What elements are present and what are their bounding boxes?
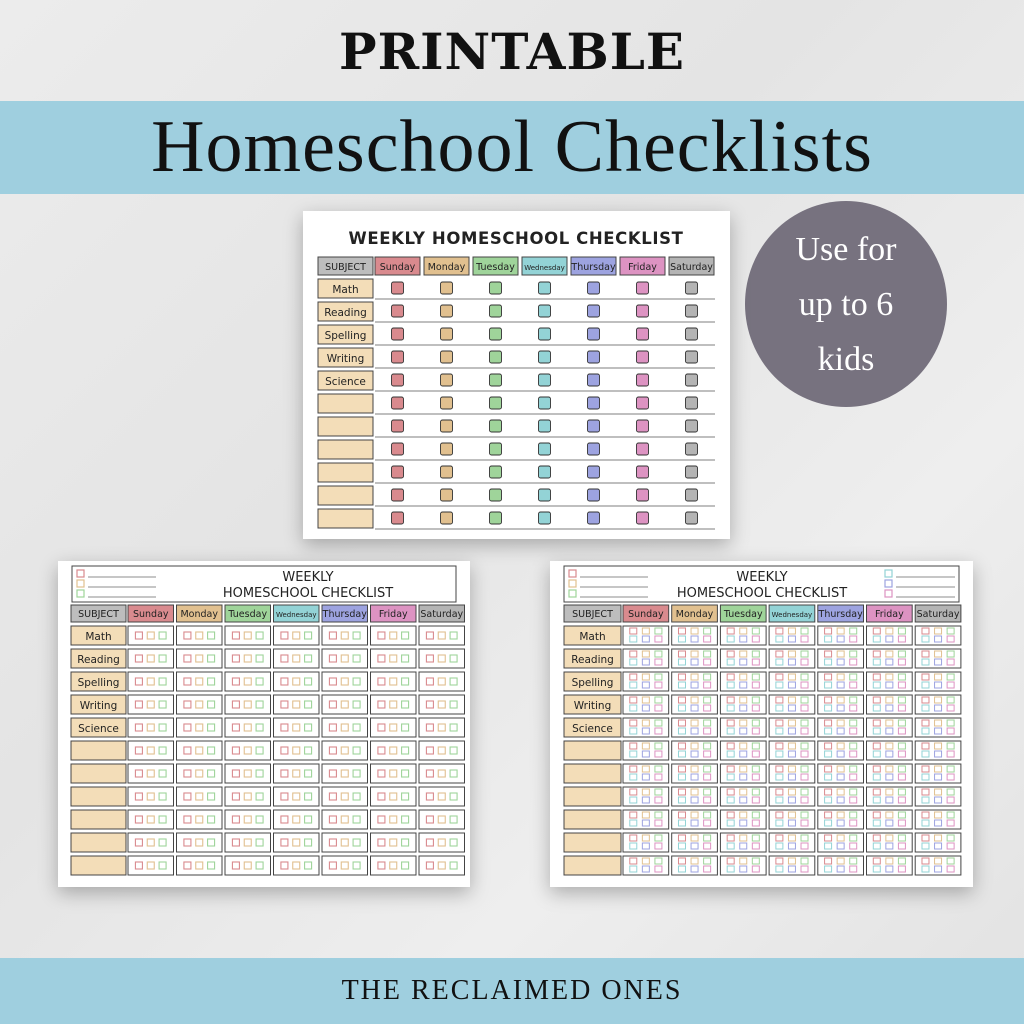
sheet3-kid-checkbox bbox=[569, 580, 576, 587]
sheet2-day-cell bbox=[371, 741, 417, 760]
sheet1-checkbox bbox=[441, 489, 453, 501]
sheet3-title-line1: WEEKLY bbox=[736, 570, 788, 585]
sheet2-day-cell bbox=[419, 695, 465, 714]
sheet2-day-cell bbox=[128, 810, 174, 829]
sheet2-subject-cell bbox=[71, 810, 126, 829]
sheet1-checkbox bbox=[441, 466, 453, 478]
sheet2-day-cell bbox=[322, 718, 368, 737]
sheet2-day-cell bbox=[419, 649, 465, 668]
sheet2-day-label: Monday bbox=[180, 609, 219, 620]
sheet2-day-cell bbox=[274, 649, 320, 668]
sheet2-day-label: Thursday bbox=[322, 609, 367, 620]
sheet1-checkbox bbox=[392, 374, 404, 386]
sheet3-subject-label: Spelling bbox=[571, 677, 614, 689]
sheet1-checkbox bbox=[588, 397, 600, 409]
sheet1-subject-cell bbox=[318, 463, 373, 482]
sheet2-day-cell bbox=[177, 810, 223, 829]
sheet2-day-cell bbox=[177, 626, 223, 645]
sheet3-subject-cell bbox=[564, 856, 621, 875]
sheet2-subject-label: Science bbox=[78, 723, 119, 735]
sheet2-day-cell bbox=[371, 626, 417, 645]
sheet1-checkbox bbox=[441, 351, 453, 363]
sheet2-day-cell bbox=[177, 741, 223, 760]
sheet1-checkbox bbox=[588, 443, 600, 455]
sheet1-day-label: Wednesday bbox=[524, 264, 565, 272]
sheet3-subject-header-label: SUBJECT bbox=[572, 609, 613, 620]
sheet2-day-cell bbox=[128, 626, 174, 645]
sheet1-checkbox bbox=[539, 374, 551, 386]
sheet2-day-cell bbox=[419, 787, 465, 806]
sheet3-kid-checkbox bbox=[885, 580, 892, 587]
sheet2-day-cell bbox=[322, 810, 368, 829]
sheet1-checkbox bbox=[539, 282, 551, 294]
sheet2-subject-cell bbox=[71, 833, 126, 852]
badge-line-3: kids bbox=[817, 340, 875, 378]
sheet1-checkbox bbox=[539, 443, 551, 455]
sheet3-kid-checkbox bbox=[885, 570, 892, 577]
sheet2-day-cell bbox=[419, 856, 465, 875]
sheet3-day-label: Sunday bbox=[628, 609, 664, 620]
sheet1-checkbox bbox=[490, 305, 502, 317]
sheet1-day-label: Thursday bbox=[571, 262, 616, 273]
sheet1-checkbox bbox=[637, 489, 649, 501]
sheet1-checkbox bbox=[686, 466, 698, 478]
sheet1-checkbox bbox=[392, 305, 404, 317]
sheet2-day-cell bbox=[274, 810, 320, 829]
sheet1-checkbox bbox=[490, 466, 502, 478]
sheet1-checkbox bbox=[490, 282, 502, 294]
sheet2-day-cell bbox=[274, 718, 320, 737]
sheet2-day-cell bbox=[177, 649, 223, 668]
sheet2-day-cell bbox=[419, 764, 465, 783]
sheet3-day-label: Monday bbox=[675, 609, 714, 620]
sheet1-checkbox bbox=[686, 420, 698, 432]
checklist-preview-single bbox=[303, 211, 730, 539]
kids-badge bbox=[745, 201, 947, 407]
sheet1-checkbox bbox=[588, 512, 600, 524]
sheet1-checkbox bbox=[539, 489, 551, 501]
sheet1-subject-label: Reading bbox=[324, 307, 367, 319]
sheet2-day-cell bbox=[225, 764, 271, 783]
sheet3-subject-label: Science bbox=[572, 723, 613, 735]
checklist-preview-three bbox=[58, 561, 470, 887]
sheet1-checkbox bbox=[490, 351, 502, 363]
sheet1-checkbox bbox=[392, 443, 404, 455]
sheet1-checkbox bbox=[686, 328, 698, 340]
sheet2-day-cell bbox=[128, 649, 174, 668]
sheet2-kid-checkbox bbox=[77, 580, 84, 587]
sheet1-checkbox bbox=[588, 351, 600, 363]
sheet2-day-cell bbox=[322, 626, 368, 645]
sheet2-day-cell bbox=[371, 810, 417, 829]
sheet1-checkbox bbox=[392, 512, 404, 524]
sheet2-day-cell bbox=[274, 764, 320, 783]
sheet1-title: WEEKLY HOMESCHOOL CHECKLIST bbox=[348, 229, 684, 248]
sheet2-day-cell bbox=[419, 833, 465, 852]
sheet1-checkbox bbox=[539, 512, 551, 524]
sheet2-day-cell bbox=[419, 626, 465, 645]
sheet1-checkbox bbox=[392, 282, 404, 294]
sheet2-day-cell bbox=[274, 741, 320, 760]
sheet2-day-cell bbox=[322, 833, 368, 852]
sheet2-subject-header-label: SUBJECT bbox=[78, 609, 119, 620]
sheet2-day-cell bbox=[225, 833, 271, 852]
sheet1-checkbox bbox=[441, 420, 453, 432]
sheet2-subject-label: Spelling bbox=[77, 677, 120, 689]
sheet1-checkbox bbox=[539, 397, 551, 409]
sheet2-day-cell bbox=[274, 856, 320, 875]
sheet2-day-cell bbox=[371, 718, 417, 737]
sheet1-checkbox bbox=[588, 305, 600, 317]
sheet2-day-cell bbox=[419, 672, 465, 691]
sheet2-day-cell bbox=[274, 787, 320, 806]
sheet1-day-label: Monday bbox=[427, 262, 466, 273]
sheet1-subject-label: Math bbox=[332, 284, 359, 296]
sheet1-checkbox bbox=[392, 397, 404, 409]
brand-name: THE RECLAIMED ONES bbox=[341, 975, 683, 1006]
sheet2-kid-checkbox bbox=[77, 570, 84, 577]
sheet1-checkbox bbox=[637, 305, 649, 317]
footer-banner bbox=[0, 958, 1024, 1024]
sheet1-checkbox bbox=[539, 420, 551, 432]
sheet1-checkbox bbox=[441, 397, 453, 409]
sheet2-day-cell bbox=[322, 649, 368, 668]
sheet3-subject-cell bbox=[564, 764, 621, 783]
sheet2-day-cell bbox=[419, 810, 465, 829]
sheet1-day-label: Tuesday bbox=[476, 262, 515, 273]
sheet2-day-cell bbox=[177, 672, 223, 691]
checklist-preview-six bbox=[550, 561, 973, 887]
sheet2-day-cell bbox=[274, 672, 320, 691]
sheet1-checkbox bbox=[588, 282, 600, 294]
sheet1-checkbox bbox=[637, 282, 649, 294]
sheet1-checkbox bbox=[490, 374, 502, 386]
sheet2-day-cell bbox=[371, 833, 417, 852]
sheet1-subject-header-label: SUBJECT bbox=[325, 262, 366, 273]
sheet2-day-cell bbox=[177, 718, 223, 737]
sheet2-kid-checkbox bbox=[77, 590, 84, 597]
sheet1-checkbox bbox=[539, 328, 551, 340]
sheet2-day-cell bbox=[274, 695, 320, 714]
sheet1-checkbox bbox=[686, 374, 698, 386]
sheet1-checkbox bbox=[392, 351, 404, 363]
sheet2-day-cell bbox=[225, 741, 271, 760]
sheet1-checkbox bbox=[441, 305, 453, 317]
sheet2-day-cell bbox=[177, 695, 223, 714]
sheet2-day-cell bbox=[322, 741, 368, 760]
sheet2-day-cell bbox=[177, 856, 223, 875]
sheet1-checkbox bbox=[392, 466, 404, 478]
sheet2-subject-label: Reading bbox=[77, 654, 120, 666]
sheet2-subject-cell bbox=[71, 856, 126, 875]
sheet1-checkbox bbox=[539, 305, 551, 317]
sheet2-subject-cell bbox=[71, 764, 126, 783]
sheet1-checkbox bbox=[490, 420, 502, 432]
badge-line-2: up to 6 bbox=[798, 285, 894, 323]
sheet3-subject-label: Writing bbox=[573, 700, 612, 712]
sheet1-subject-label: Spelling bbox=[324, 330, 367, 342]
sheet2-day-cell bbox=[419, 741, 465, 760]
sheet1-checkbox bbox=[686, 443, 698, 455]
sheet2-day-cell bbox=[371, 787, 417, 806]
sheet1-checkbox bbox=[686, 512, 698, 524]
top-label: PRINTABLE bbox=[338, 22, 686, 81]
sheet1-checkbox bbox=[539, 466, 551, 478]
sheet1-checkbox bbox=[686, 489, 698, 501]
sheet2-day-label: Wednesday bbox=[275, 611, 317, 619]
sheet2-title-line1: WEEKLY bbox=[282, 570, 334, 585]
sheet1-checkbox bbox=[441, 374, 453, 386]
sheet1-subject-cell bbox=[318, 486, 373, 505]
sheet2-day-cell bbox=[225, 856, 271, 875]
sheet2-day-cell bbox=[177, 833, 223, 852]
sheet3-kid-checkbox bbox=[569, 570, 576, 577]
sheet3-day-label: Saturday bbox=[916, 609, 960, 620]
title-banner bbox=[0, 101, 1024, 194]
sheet2-day-cell bbox=[371, 649, 417, 668]
sheet3-subject-label: Reading bbox=[571, 654, 614, 666]
sheet2-day-cell bbox=[128, 833, 174, 852]
sheet2-day-cell bbox=[225, 626, 271, 645]
sheet1-subject-cell bbox=[318, 394, 373, 413]
sheet3-subject-label: Math bbox=[579, 631, 606, 643]
sheet1-checkbox bbox=[441, 328, 453, 340]
sheet2-subject-label: Writing bbox=[79, 700, 118, 712]
sheet1-checkbox bbox=[637, 512, 649, 524]
sheet2-day-cell bbox=[128, 695, 174, 714]
sheet1-checkbox bbox=[392, 489, 404, 501]
sheet3-subject-cell bbox=[564, 741, 621, 760]
sheet1-checkbox bbox=[637, 351, 649, 363]
sheet1-subject-label: Science bbox=[325, 376, 366, 388]
sheet1-checkbox bbox=[588, 489, 600, 501]
sheet2-day-cell bbox=[371, 695, 417, 714]
sheet1-checkbox bbox=[637, 397, 649, 409]
sheet2-day-cell bbox=[128, 741, 174, 760]
sheet2-day-cell bbox=[225, 672, 271, 691]
sheet1-checkbox bbox=[588, 374, 600, 386]
sheet2-day-cell bbox=[274, 833, 320, 852]
sheet1-day-label: Sunday bbox=[379, 262, 416, 273]
sheet1-checkbox bbox=[686, 282, 698, 294]
sheet3-day-label: Wednesday bbox=[771, 611, 813, 619]
sheet1-checkbox bbox=[441, 443, 453, 455]
sheet1-day-label: Saturday bbox=[670, 262, 713, 273]
sheet1-day-label: Friday bbox=[628, 262, 657, 273]
sheet2-day-label: Sunday bbox=[132, 609, 169, 620]
sheet3-title-line2: HOMESCHOOL CHECKLIST bbox=[676, 586, 848, 601]
sheet2-subject-cell bbox=[71, 741, 126, 760]
sheet1-checkbox bbox=[441, 282, 453, 294]
sheet2-day-cell bbox=[322, 787, 368, 806]
banner-title: Homeschool Checklists bbox=[151, 106, 873, 188]
sheet1-checkbox bbox=[490, 443, 502, 455]
sheet2-day-cell bbox=[177, 764, 223, 783]
sheet2-day-cell bbox=[419, 718, 465, 737]
badge-line-1: Use for bbox=[795, 230, 897, 268]
sheet1-checkbox bbox=[637, 443, 649, 455]
sheet1-subject-cell bbox=[318, 440, 373, 459]
sheet2-day-cell bbox=[177, 787, 223, 806]
sheet2-day-cell bbox=[274, 626, 320, 645]
sheet2-subject-label: Math bbox=[85, 631, 112, 643]
sheet1-checkbox bbox=[539, 351, 551, 363]
sheet2-day-label: Tuesday bbox=[228, 609, 268, 620]
sheet2-day-cell bbox=[322, 672, 368, 691]
sheet1-checkbox bbox=[588, 466, 600, 478]
sheet2-day-cell bbox=[322, 856, 368, 875]
sheet2-day-cell bbox=[225, 810, 271, 829]
sheet2-day-cell bbox=[225, 649, 271, 668]
sheet2-day-cell bbox=[371, 764, 417, 783]
sheet2-title-line2: HOMESCHOOL CHECKLIST bbox=[222, 586, 394, 601]
sheet3-kid-checkbox bbox=[569, 590, 576, 597]
sheet1-checkbox bbox=[490, 512, 502, 524]
sheet1-checkbox bbox=[637, 420, 649, 432]
sheet3-subject-cell bbox=[564, 787, 621, 806]
sheet2-day-cell bbox=[128, 718, 174, 737]
sheet2-day-cell bbox=[322, 764, 368, 783]
sheet1-checkbox bbox=[392, 420, 404, 432]
sheet1-subject-cell bbox=[318, 417, 373, 436]
sheet2-day-label: Saturday bbox=[420, 609, 464, 620]
sheet2-day-cell bbox=[371, 672, 417, 691]
sheet2-day-cell bbox=[128, 672, 174, 691]
sheet3-kid-checkbox bbox=[885, 590, 892, 597]
sheet1-checkbox bbox=[637, 466, 649, 478]
sheet2-day-cell bbox=[371, 856, 417, 875]
sheet3-day-label: Tuesday bbox=[723, 609, 763, 620]
sheet2-day-cell bbox=[225, 718, 271, 737]
sheet2-day-cell bbox=[322, 695, 368, 714]
sheet3-subject-cell bbox=[564, 833, 621, 852]
sheet1-checkbox bbox=[686, 305, 698, 317]
sheet1-subject-label: Writing bbox=[326, 353, 365, 365]
sheet1-checkbox bbox=[686, 397, 698, 409]
sheet1-subject-cell bbox=[318, 509, 373, 528]
sheet2-day-cell bbox=[225, 695, 271, 714]
sheet1-checkbox bbox=[441, 512, 453, 524]
sheet2-day-cell bbox=[128, 856, 174, 875]
sheet1-checkbox bbox=[490, 489, 502, 501]
sheet1-checkbox bbox=[490, 397, 502, 409]
sheet1-checkbox bbox=[588, 420, 600, 432]
sheet1-checkbox bbox=[637, 328, 649, 340]
sheet1-checkbox bbox=[490, 328, 502, 340]
sheet1-checkbox bbox=[686, 351, 698, 363]
sheet1-checkbox bbox=[392, 328, 404, 340]
sheet3-day-label: Friday bbox=[874, 609, 904, 620]
sheet1-checkbox bbox=[588, 328, 600, 340]
sheet3-day-label: Thursday bbox=[818, 609, 863, 620]
sheet2-day-cell bbox=[128, 764, 174, 783]
sheet3-subject-cell bbox=[564, 810, 621, 829]
sheet2-day-label: Friday bbox=[378, 609, 408, 620]
sheet2-subject-cell bbox=[71, 787, 126, 806]
sheet1-checkbox bbox=[637, 374, 649, 386]
sheet2-day-cell bbox=[128, 787, 174, 806]
sheet2-day-cell bbox=[225, 787, 271, 806]
